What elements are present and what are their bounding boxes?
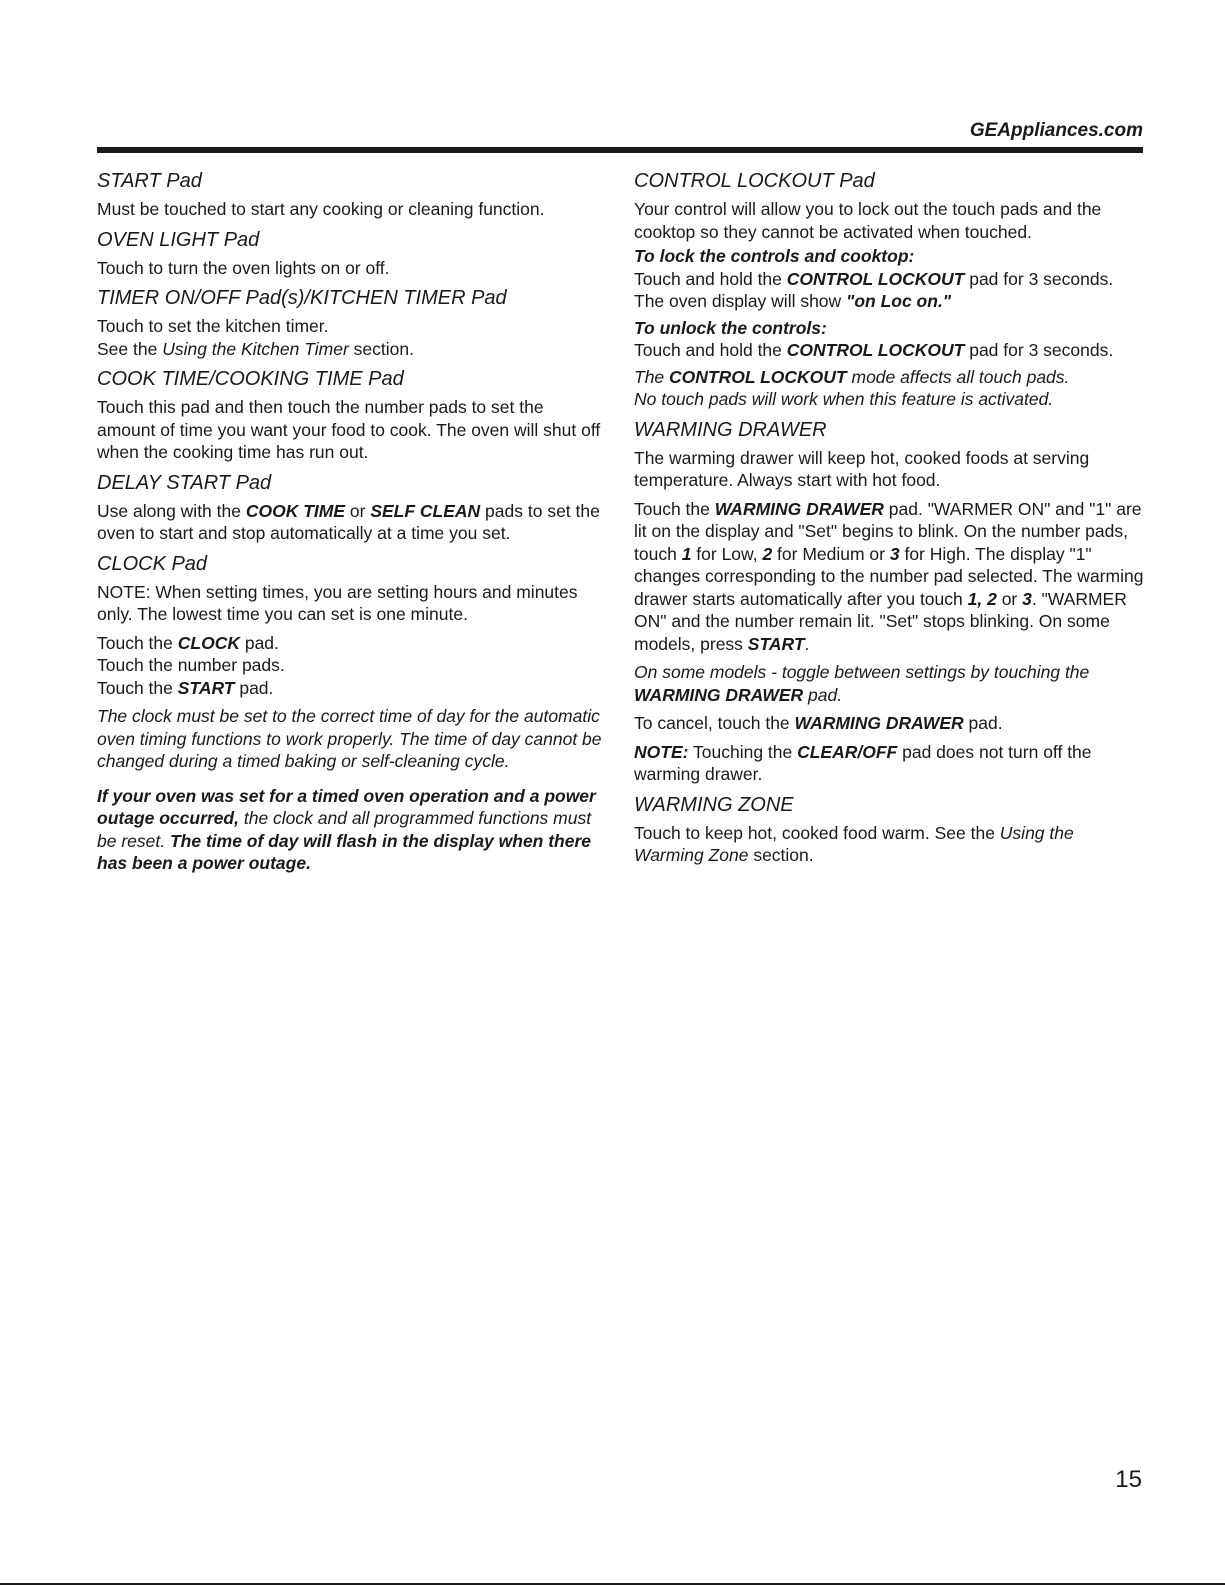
wd-c2: WARMING DRAWER <box>794 713 964 733</box>
clock-step1: Touch the <box>97 632 178 653</box>
right-column <box>634 164 1144 873</box>
clock-heading: CLOCK Pad <box>97 552 208 575</box>
delay-start-text <box>97 500 602 545</box>
clock-note: NOTE: When setting times, you are setting hours and minutes only. The lowest time you can set is one minute. <box>97 581 578 624</box>
wd-cancel <box>634 712 1144 735</box>
kitchen-timer-ref: Using the Kitchen Timer <box>162 338 349 359</box>
unlock-instructions <box>634 317 1144 362</box>
lock-instructions <box>634 245 1144 313</box>
delay-a: Use along with the <box>97 500 246 521</box>
page-number: 15 <box>1115 1466 1142 1493</box>
wd-a: Touch the <box>634 498 715 519</box>
wd-n: START <box>747 633 805 654</box>
wd-i3: pad. <box>803 684 843 705</box>
unlock-step: Touch and hold the <box>634 340 787 360</box>
wd-m: . "WARMER ON" and the number remain lit. "Set" stops blinking. On some models, press <box>634 588 1127 654</box>
wd-i2: WARMING DRAWER <box>634 684 804 705</box>
lock-subheading: To lock the controls and cooktop: <box>634 246 915 266</box>
wd-g: for Medium or <box>772 543 890 564</box>
clock-steps <box>97 632 602 700</box>
wd-f: 2 <box>762 543 773 564</box>
start-term: START <box>177 677 235 698</box>
wd-d: 1 <box>681 543 692 564</box>
start-pad-text: Must be touched to start any cooking or cleaning function. <box>97 199 545 219</box>
wd-c3: pad. <box>963 713 1003 733</box>
wd-n4: pad does not turn off the warming drawer. <box>634 741 1092 784</box>
timer-line-1: Touch to set the kitchen timer. <box>97 316 329 336</box>
timer-heading: TIMER ON/OFF Pad(s)/KITCHEN TIMER Pad <box>97 287 507 309</box>
wd-n2: Touching the <box>688 741 798 762</box>
wd-toggle-note <box>634 661 1144 706</box>
wd-i: for High. The display "1" changes corresponding to the number pad selected. The warming drawer starts automatically after you touch <box>634 543 1144 609</box>
power-outage-note <box>97 785 602 875</box>
power-a: If your oven was set for a timed oven operation and a power outage occurred, <box>97 785 596 828</box>
wd-c1: To cancel, touch the <box>634 713 795 733</box>
delay-c: or <box>345 500 371 521</box>
cook-time-text: Touch this pad and then touch the number pads to set the amount of time you want your food to cook. The oven will shut off when the cooking time has run out. <box>97 397 601 462</box>
power-b: the clock and all programmed functions must be reset. <box>97 808 592 851</box>
wd-e: for Low, <box>691 543 763 564</box>
timer-line-2: See the <box>97 338 163 359</box>
wd-l: 3 <box>1022 588 1032 609</box>
wd-n1: NOTE: <box>634 741 689 762</box>
wz-b: Using the Warming Zone <box>634 822 1074 865</box>
lockout-term-1: CONTROL LOCKOUT <box>786 268 965 289</box>
lock-step1: Touch and hold the <box>634 268 787 289</box>
warming-drawer-heading: WARMING DRAWER <box>634 418 827 441</box>
lock-i1a: The <box>634 366 670 387</box>
start-pad-heading: START Pad <box>97 170 202 192</box>
oven-light-text: Touch to turn the oven lights on or off. <box>97 257 390 278</box>
lockout-italic-note <box>634 366 1144 411</box>
delay-start-heading: DELAY START Pad <box>97 471 272 494</box>
power-c: The time of day will flash in the display when there has been a power outage. <box>97 830 592 873</box>
control-lockout-text: Your control will allow you to lock out the touch pads and the cooktop so they cannot be activated when touched. <box>634 199 1102 242</box>
site-url: GEAppliances.com <box>969 120 1143 141</box>
delay-e: pads to set the oven to start and stop automatically at a time you set. <box>97 500 600 543</box>
clock-step1-end: pad. <box>239 632 279 653</box>
cook-time-heading: COOK TIME/COOKING TIME Pad <box>97 368 404 390</box>
lock-i2: No touch pads will work when this feature is activated. <box>634 389 1054 409</box>
timer-text <box>97 315 602 360</box>
clock-step3-end: pad. <box>234 677 274 698</box>
unlock-step-end: pad for 3 seconds. <box>964 340 1114 360</box>
warming-drawer-text: The warming drawer will keep hot, cooked foods at serving temperature. Always start with hot food. <box>634 447 1090 490</box>
timer-line-2-end: section. <box>348 338 414 359</box>
lock-step1-end: pad for 3 seconds. <box>964 268 1114 289</box>
lockout-term-2: CONTROL LOCKOUT <box>786 340 965 360</box>
wd-n3: CLEAR/OFF <box>797 741 898 762</box>
wd-k: or <box>996 588 1023 609</box>
warming-zone-text <box>634 822 1144 867</box>
left-column <box>97 164 602 881</box>
clock-term: CLOCK <box>177 632 240 653</box>
oven-light-heading: OVEN LIGHT Pad <box>97 228 260 251</box>
cook-time-term: COOK TIME <box>245 500 346 521</box>
self-clean-term: SELF CLEAN <box>370 500 481 521</box>
wd-o: . <box>804 633 810 654</box>
wd-j: 1, 2 <box>967 588 997 609</box>
clock-step3: Touch the <box>97 677 178 698</box>
wd-note <box>634 741 1144 786</box>
wz-c: section. <box>748 845 814 865</box>
wd-term: WARMING DRAWER <box>714 498 884 519</box>
warming-drawer-steps <box>634 498 1144 656</box>
lockout-term-3: CONTROL LOCKOUT <box>669 366 847 387</box>
control-lockout-heading: CONTROL LOCKOUT Pad <box>634 170 875 192</box>
lock-step2: The oven display will show <box>634 291 847 311</box>
wz-a: Touch to keep hot, cooked food warm. See the <box>634 822 1000 843</box>
warming-zone-heading: WARMING ZONE <box>634 793 794 816</box>
loc-on-display: "on Loc on." <box>846 291 952 311</box>
lock-i1c: mode affects all touch pads. <box>846 366 1070 387</box>
wd-c: pad. "WARMER ON" and "1" are lit on the display and "Set" begins to blink. On the number pads, touch <box>634 498 1142 564</box>
wd-h: 3 <box>889 543 900 564</box>
wd-i1: On some models - toggle between settings by touching the <box>634 662 1090 682</box>
header-rule <box>97 147 1143 153</box>
unlock-subheading: To unlock the controls: <box>634 317 827 338</box>
clock-italic-note: The clock must be set to the correct time of day for the automatic oven timing functions to work properly. The time of day cannot be changed during a timed baking or self-cleaning cycle. <box>97 706 602 771</box>
clock-step2: Touch the number pads. <box>97 655 285 675</box>
